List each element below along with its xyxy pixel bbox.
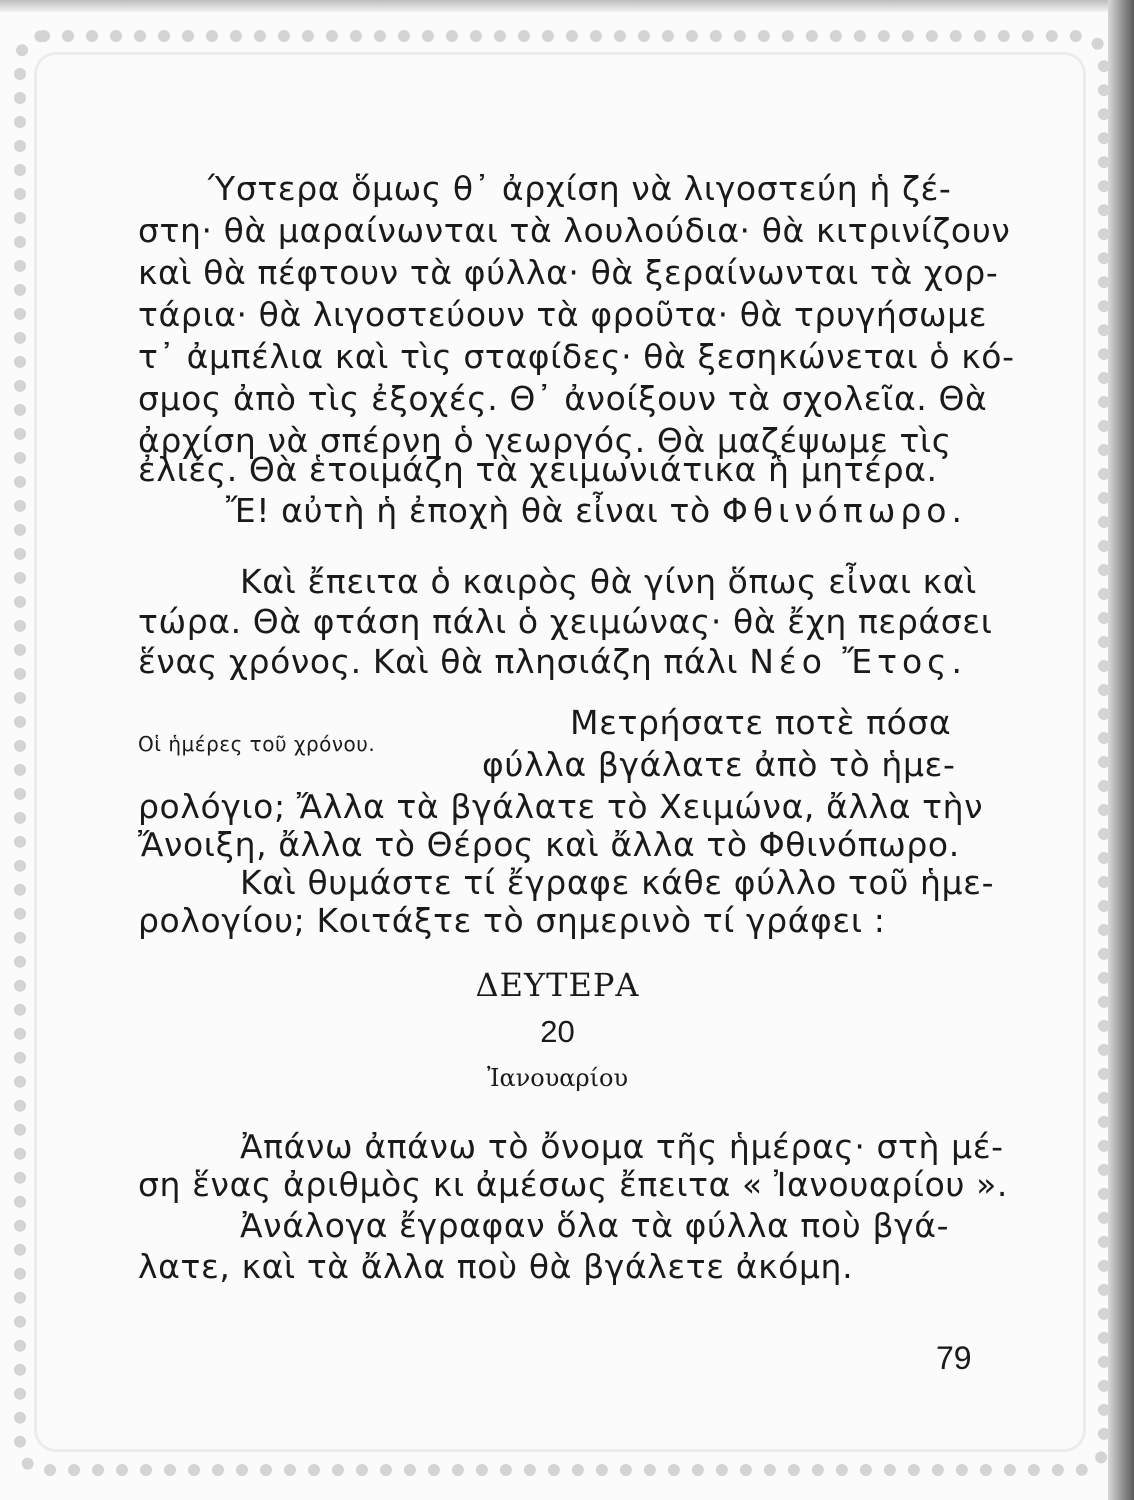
paragraph1-line-3: καὶ θὰ πέφτουν τὰ φύλλα· θὰ ξεραίνωνται τὰ χορ- bbox=[138, 253, 999, 292]
paragraph1-last-prefix: Ἔ! αὐτὴ ἡ ἐποχὴ θὰ εἶναι τὸ bbox=[226, 491, 711, 530]
calendar-month: Ἰανουαρίου bbox=[486, 1064, 629, 1092]
season-autumn: Φθινόπωρο. bbox=[721, 491, 967, 530]
paragraph1-line-6: σμος ἀπὸ τὶς ἐξοχές. Θ᾽ ἀνοίξουν τὰ σχολεῖα. Θὰ bbox=[138, 379, 988, 418]
new-year: Νέο Ἔτος. bbox=[749, 642, 968, 681]
paragraph4-line-3: Ἀνάλογα ἔγραφαν ὅλα τὰ φύλλα ποὺ βγά- bbox=[240, 1206, 950, 1245]
margin-note: Οἱ ἡμέρες τοῦ χρόνου. bbox=[138, 732, 376, 756]
page-number: 79 bbox=[936, 1340, 972, 1376]
paragraph2-line-1: Καὶ ἔπειτα ὁ καιρὸς θὰ γίνη ὅπως εἶναι καὶ bbox=[240, 562, 977, 601]
paragraph4-line-4: λατε, καὶ τὰ ἄλλα ποὺ θὰ βγάλετε ἀκόμη. bbox=[138, 1247, 854, 1286]
calendar-date: 20 bbox=[540, 1014, 575, 1049]
paragraph2-line-2: τώρα. Θὰ φτάση πάλι ὁ χειμώνας· θὰ ἔχη περάσει bbox=[138, 602, 993, 641]
paragraph1-line-2: στη· θὰ μαραίνωνται τὰ λουλούδια· θὰ κιτρινίζουν bbox=[138, 211, 1011, 250]
paragraph3-line-3: ρολόγιο; Ἄλλα τὰ βγάλατε τὸ Χειμώνα, ἄλλα τὴν bbox=[138, 787, 984, 826]
paragraph3-line-2: φύλλα βγάλατε ἀπὸ τὸ ἡμε- bbox=[482, 745, 956, 784]
book-spine-shadow bbox=[1108, 0, 1134, 1500]
calendar-day: ΔΕΥΤΕΡΑ bbox=[475, 966, 640, 1004]
paragraph1-last-line bbox=[226, 492, 967, 530]
paragraph3-line-4: Ἄνοιξη, ἄλλα τὸ Θέρος καὶ ἄλλα τὸ Φθινόπωρο. bbox=[138, 825, 960, 864]
paragraph1-line-7: ἀρχίση νὰ σπέρνη ὁ γεωργός. Θὰ μαζέψωμε τὶς bbox=[138, 421, 952, 460]
paragraph2-last-line bbox=[138, 643, 967, 681]
page-top-edge bbox=[0, 0, 1134, 12]
paragraph4-line-2: ση ἕνας ἀριθμὸς κι ἀμέσως ἔπειτα « Ἰανουαρίου ». bbox=[138, 1165, 1009, 1204]
paragraph3-line-1: Μετρήσατε ποτὲ πόσα bbox=[570, 703, 952, 742]
paragraph3-line-5: Καὶ θυμάστε τί ἔγραφε κάθε φύλλο τοῦ ἡμε- bbox=[240, 863, 995, 902]
paragraph4-line-1: Ἀπάνω ἀπάνω τὸ ὄνομα τῆς ἡμέρας· στὴ μέ- bbox=[240, 1127, 1004, 1166]
paragraph1-line-4: τάρια· θὰ λιγοστεύουν τὰ φροῦτα· θὰ τρυγήσωμε bbox=[138, 295, 988, 334]
paragraph3-line-6: ρολογίου; Κοιτάξτε τὸ σημερινὸ τί γράφει : bbox=[138, 901, 886, 940]
paragraph1-line-1: Ύστερα ὅμως θ᾽ ἀρχίση νὰ λιγοστεύη ἡ ζέ- bbox=[208, 169, 952, 208]
paragraph1-line-5: τ᾽ ἀμπέλια καὶ τὶς σταφίδες· θὰ ξεσηκώνεται ὁ κό- bbox=[138, 337, 1015, 376]
paragraph1-line-8: ἐλιές. Θὰ ἑτοιμάζη τὰ χειμωνιάτικα ἡ μητέρα. bbox=[138, 450, 938, 489]
paragraph2-last-prefix: ἕνας χρόνος. Καὶ θὰ πλησιάζη πάλι bbox=[138, 642, 739, 681]
